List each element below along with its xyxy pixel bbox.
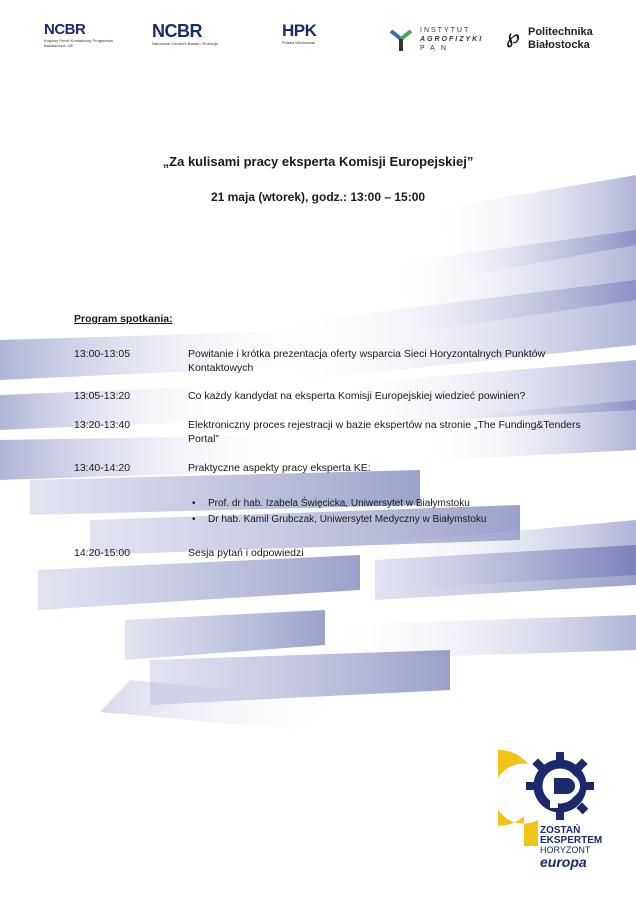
agro-line-1: INSTYTUT xyxy=(420,27,471,34)
agro-line-3: PAN xyxy=(420,45,452,53)
badge-line-2: EKSPERTEM xyxy=(540,835,603,846)
politechnika-mark-icon: ℘ xyxy=(506,26,520,48)
hpk-logo-text: HPK xyxy=(282,21,317,40)
program-desc: Elektroniczny proces rejestracji w bazie ekspertów na stronie „The Funding&Tenders Portal” xyxy=(188,419,581,445)
badge-text xyxy=(540,826,620,869)
program-time: 13:20-13:40 xyxy=(74,419,131,431)
bullet-icon: • xyxy=(192,514,196,525)
ncbr-logo-text: NCBR xyxy=(152,21,202,41)
bullet-icon: • xyxy=(192,498,196,509)
ncbr-logo-subtitle: Krajowy Punkt Kontaktowy Programów Badawczych UE xyxy=(44,38,113,48)
hpk-logo-subtitle: Polska Wschodnia xyxy=(282,40,315,45)
ncbr-logo-subtitle: Narodowe Centrum Badań i Rozwoju xyxy=(152,41,218,46)
badge-line-1: ZOSTAŃ xyxy=(540,825,581,836)
politechnika-line-2: Białostocka xyxy=(528,38,590,51)
program-desc: Sesja pytań i odpowiedzi xyxy=(188,547,304,559)
program-time: 14:20-15:00 xyxy=(74,547,131,559)
event-title: „Za kulisami pracy eksperta Komisji Europejskiej” xyxy=(162,154,474,169)
badge-line-3: HORYZONT xyxy=(540,845,591,855)
program-heading: Program spotkania: xyxy=(74,313,173,325)
speaker-name: Dr hab. Kamil Grubczak, Uniwersytet Medyczny w Białymstoku xyxy=(208,514,487,525)
program-time: 13:05-13:20 xyxy=(74,390,131,402)
speakers-list xyxy=(190,496,610,528)
politechnika-line-1: Politechnika xyxy=(528,26,593,38)
badge-line-4: europa xyxy=(540,854,587,870)
program-desc: Co każdy kandydat na eksperta Komisji Europejskiej wiedzieć powinien? xyxy=(188,390,526,402)
ncbr-logo-text: NCBR xyxy=(44,21,86,38)
agro-line-2: AGROFIZYKI xyxy=(420,36,484,44)
speaker-item xyxy=(190,512,610,528)
speaker-item xyxy=(190,496,610,512)
event-date: 21 maja (wtorek), godz.: 13:00 – 15:00 xyxy=(210,190,426,204)
program-desc: Powitanie i krótka prezentacja oferty wsparcia Sieci Horyzontalnych Punktów Kontaktowych xyxy=(188,348,546,374)
speaker-name: Prof. dr hab. Izabela Święcicka, Uniwersytet w Białymstoku xyxy=(208,498,470,509)
program-desc: Praktyczne aspekty pracy eksperta KE: xyxy=(188,462,371,474)
program-time: 13:40-14:20 xyxy=(74,462,131,474)
program-time: 13:00-13:05 xyxy=(74,348,131,360)
